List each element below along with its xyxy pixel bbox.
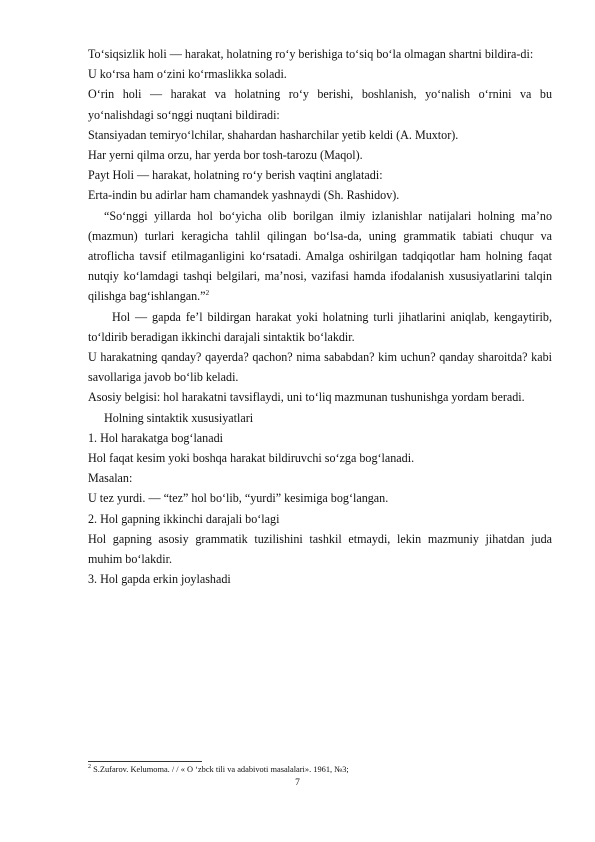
paragraph: Payt Holi — harakat, holatning ro‘y berish vaqtini anglatadi: [88, 168, 383, 183]
section-heading: Holning sintaktik xususiyatlari [104, 410, 254, 425]
paragraph: Hol faqat kesim yoki boshqa harakat bildiruvchi so‘zga bog‘lanadi. [88, 451, 415, 466]
example-sentence: Erta-indin bu adirlar ham chamandek yashnaydi (Sh. Rashidov). [88, 188, 400, 203]
body-text [88, 44, 552, 589]
footnote-text: S.Zufarov. Kelumoma. / / « O ‘zbck tili va adabivoti masalalari». 1961, №3; [93, 765, 349, 774]
footnote-mark: 2 [88, 764, 91, 771]
paragraph: Hol gapning asosiy grammatik tuzilishini tashkil etmaydi, lekin mazmuniy jihatdan juda muhim bo‘lakdir. [88, 531, 552, 567]
example-sentence: Stansiyadan temiryo‘lchilar, shahardan hasharchilar yetib keldi (A. Muxtor). [88, 127, 459, 142]
footnote [88, 764, 552, 775]
quote-text: “So‘nggi yillarda hol bo‘yicha olib borilgan ilmiy izlanishlar natijalari holning ma’no (mazmun) turlari keragicha tahlil qilingan bo‘lsa-da, uning grammatik tabiati chuqur va atroflicha tavsif etilmaganligini ko‘rsatadi. Amalga oshirilgan tadqiqotlar ham holning faqat nutqiy ko‘lamdagi tashqi belgilari, ma’nosi, vazifasi hamda ifodalanish xususiyatlarini talqin qilishga bag‘ishlangan.” [88, 208, 552, 304]
example-sentence: Har yerni qilma orzu, har yerda bor tosh-tarozu (Maqol). [88, 148, 363, 163]
quote-paragraph [88, 206, 552, 307]
paragraph: U harakatning qanday? qayerda? qachon? nima sababdan? kim uchun? qanday sharoitda? kabi savollariga javob bo‘lib keladi. [88, 350, 552, 385]
paragraph: To‘siqsizlik holi — harakat, holatning ro‘y berishiga to‘siq bo‘la olmagan shartni bildira-di: [88, 47, 534, 61]
example-sentence: U ko‘rsa ham o‘zini ko‘rmaslikka soladi. [88, 67, 287, 82]
subheading: 3. Hol gapda erkin joylashadi [88, 572, 231, 587]
footnote-reference: 2 [205, 289, 210, 298]
definition-paragraph: Hol — gapda fe’l bildirgan harakat yoki holatning turli jihatlarini aniqlab, kengaytirib, to‘ldirib beradigan ikkinchi darajali sintaktik bo‘lakdir. [88, 309, 552, 344]
footnote-divider [88, 761, 202, 762]
paragraph: Asosiy belgisi: hol harakatni tavsiflaydi, uni to‘liq mazmunan tushunishga yordam beradi. [88, 390, 525, 405]
page-number: 7 [295, 778, 300, 788]
subheading: 2. Hol gapning ikkinchi darajali bo‘lagi [88, 511, 280, 526]
example-sentence: U tez yurdi. — “tez” hol bo‘lib, “yurdi” kesimiga bog‘langan. [88, 491, 389, 506]
paragraph: Masalan: [88, 471, 133, 486]
paragraph: O‘rin holi — harakat va holatning ro‘y berishi, boshlanish, yo‘nalish o‘rnini va bu yo‘nalishdagi so‘nggi nuqtani bildiradi: [88, 87, 552, 122]
subheading: 1. Hol harakatga bog‘lanadi [88, 430, 223, 445]
